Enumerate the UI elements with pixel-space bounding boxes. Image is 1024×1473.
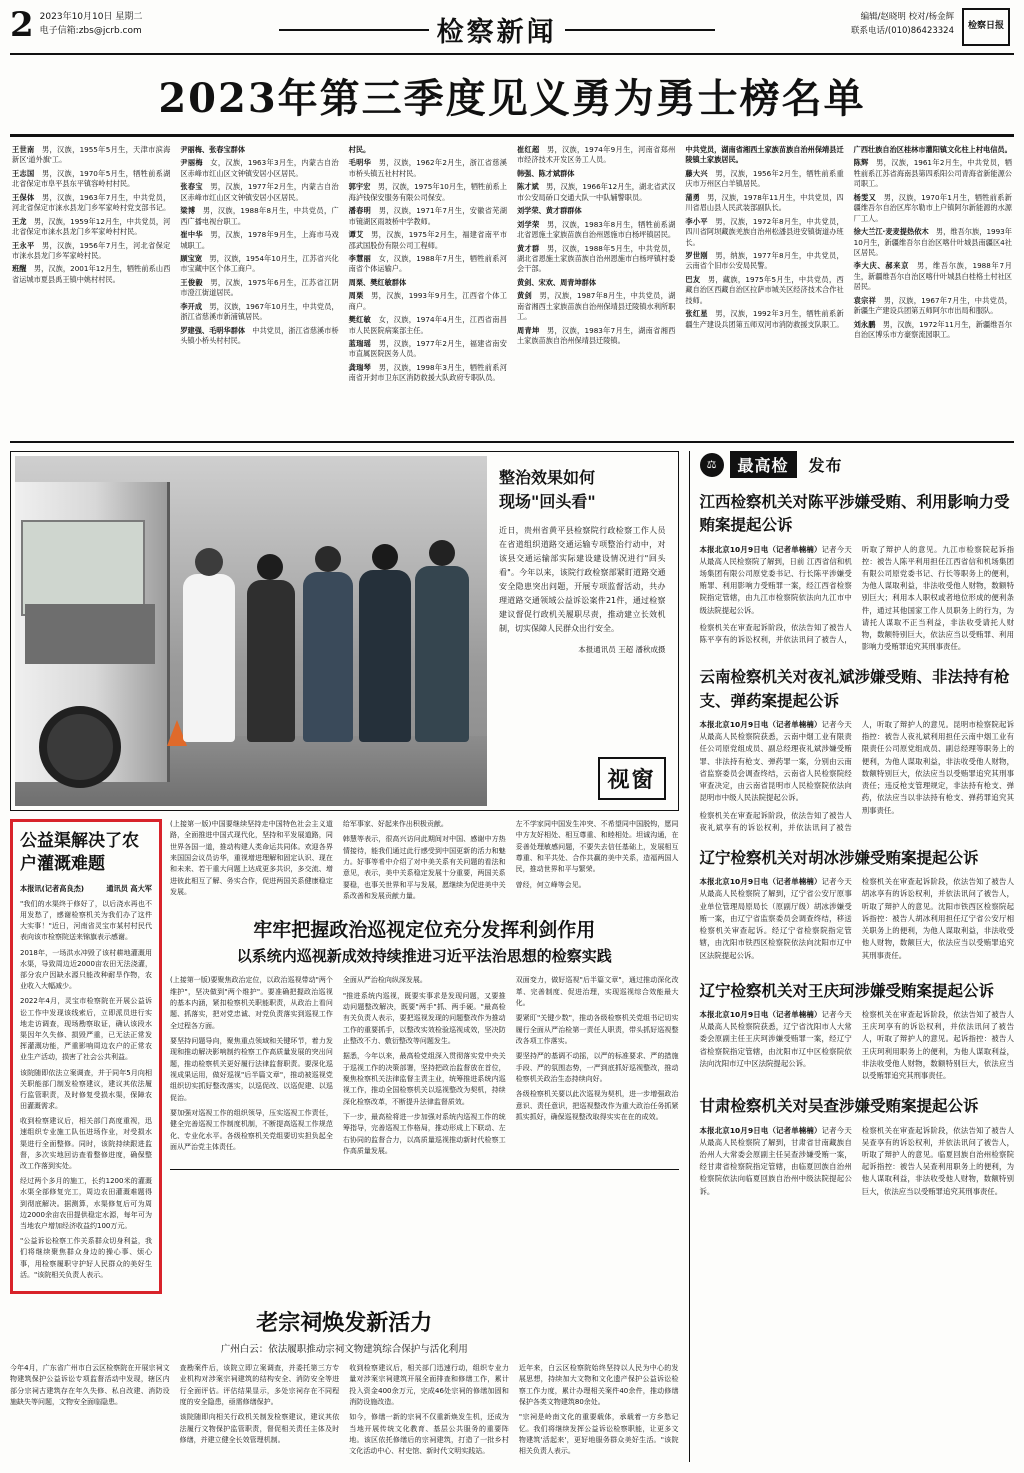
masthead bbox=[0, 0, 1024, 49]
namelist-entry bbox=[517, 278, 675, 288]
namelist-column bbox=[12, 145, 170, 435]
namelist-entry-name: 班醒 bbox=[12, 264, 27, 274]
namelist-entry-name: 韩强、陈才斌群体 bbox=[516, 168, 575, 178]
left-zone bbox=[10, 451, 679, 1462]
namelist-entry-text: 男，汉族，1966年12月生，湖北省武汉市公安局硚口交通大队一中队辅警职员。 bbox=[516, 182, 676, 202]
namelist-entry bbox=[180, 230, 338, 251]
namelist-entry-name: 毛明华 bbox=[348, 158, 372, 168]
article-column bbox=[516, 819, 679, 906]
right-article-body bbox=[700, 1125, 1014, 1203]
photo-caption-text: 近日，贵州省黄平县检察院行政检察工作人员在省道组织道路交通运输专项整治行动中，对该县交通运输部实际建设建设情况进行"回头看"。今年以来，该院行政检察部紧盯道路交通安全隐患突出问题，开展专项监督活动，共办理道路交通领域公益诉讼案件21件，通过检察建议督促行政机关履职尽责，推动建立长效机制，切实保障人民群众出行安全。 bbox=[499, 526, 666, 633]
right-articles bbox=[700, 490, 1014, 1203]
right-article-title: 云南检察机关对夜礼斌涉嫌受贿、非法持有枪支、弹药案提起公诉 bbox=[699, 667, 1010, 710]
namelist-entry-text bbox=[406, 278, 413, 287]
center-article-title-line2: 以系统内巡视新成效持续推进习近平法治思想的检察实践 bbox=[236, 946, 612, 965]
newspaper-logo: 检察日报 bbox=[962, 8, 1010, 46]
namelist-entry bbox=[349, 339, 507, 360]
namelist-entry bbox=[517, 182, 675, 203]
namelist-entry-name: 李小平 bbox=[685, 216, 708, 226]
photo-feature bbox=[10, 451, 679, 811]
namelist-entry bbox=[349, 145, 507, 155]
namelist-entry bbox=[517, 220, 675, 241]
article-paragraph: 近年来，白云区检察院始终坚持以人民为中心的发展思想，持续加大文物和文化遗产保护公益诉讼检察工作力度，累计办理相关案件40余件，推动修缮保护各类文物建筑80余处。 bbox=[518, 1363, 679, 1406]
namelist-entry-name: 龚瑞琴 bbox=[348, 362, 372, 372]
namelist-entry-text: 男，纳族，1977年8月生，中共党员，云南省个旧市公安局民警。 bbox=[685, 250, 844, 271]
namelist-entry-name: 徐大兰江·麦麦提热依木 bbox=[853, 227, 929, 237]
namelist-entry bbox=[349, 363, 507, 384]
right-article-dateline: 本报北京10月9日电（记者单楠楠） bbox=[699, 877, 822, 887]
namelist-entry bbox=[517, 169, 675, 179]
highlight-article bbox=[10, 819, 162, 1294]
badge-right-label: 发布 bbox=[808, 456, 843, 475]
namelist-entry bbox=[685, 169, 843, 190]
article-paragraph: 曾经，何立峰等会见。 bbox=[515, 880, 586, 889]
right-article-dateline: 本报北京10月9日电（记者单楠楠） bbox=[699, 1009, 822, 1019]
namelist-entry bbox=[349, 315, 507, 336]
right-article-paragraph: 检察机关在审查起诉阶段，依法告知了被告人王庆珂享有的诉讼权利，并依法讯问了被告人，听取了辩护人的意见。起诉指控：被告人王庆珂利用职务上的便利，为他人谋取利益，非法收受他人财物，数额特别巨大，依法应当以受贿罪追究其刑事责任。 bbox=[861, 1009, 1014, 1081]
page-number: 2 bbox=[10, 5, 34, 45]
namelist-entry bbox=[854, 296, 1012, 317]
namelist-entry bbox=[12, 217, 170, 238]
photo-truck-shadow bbox=[25, 604, 155, 664]
right-article-paragraph: 检察机关在审查起诉阶段，依法告知了被告人吴查享有的诉讼权利，并依法讯问了被告人，听取了辩护人的意见。临夏回族自治州检察院起诉指控：被告人吴查利用职务上的便利，为他人谋取利益，非法收受他人财物，数额特别巨大，依法应当以受贿罪追究其刑事责任。 bbox=[861, 1125, 1014, 1196]
namelist-entry-text bbox=[596, 278, 603, 287]
namelist-entry-text bbox=[739, 155, 746, 164]
namelist-entry-text: 男，汉族，1963年7月生，中共党员，河北省保定市涞水县龙门乡军家岭村党支部书记。 bbox=[12, 192, 171, 213]
right-article-body bbox=[700, 544, 1014, 654]
center-article-title-line1: 牢牢把握政治巡视定位充分发挥利剑作用 bbox=[253, 919, 596, 942]
namelist-entry bbox=[180, 158, 338, 179]
photo-title bbox=[499, 466, 666, 514]
highlight-article-byline bbox=[20, 884, 152, 894]
article-paragraph: 今年4月，广东省广州市白云区检察院在开展宗祠文物建筑保护公益诉讼专项监督活动中发现，辖区内部分宗祠古建筑存在年久失修、私自改建、消防设施缺失等问题，文物安全面临隐患。 bbox=[10, 1363, 170, 1406]
namelist-entry-text: 女，汉族，1974年4月生，江西省南昌市人民医院病案部主任。 bbox=[348, 315, 507, 335]
section-title: 检察新闻 bbox=[436, 17, 557, 48]
namelist-entry bbox=[180, 326, 338, 347]
namelist-entry bbox=[180, 278, 338, 299]
namelist-entry bbox=[12, 145, 170, 166]
photo-person-1 bbox=[183, 574, 235, 742]
article-paragraph: 韩慧等表示，很高兴访问此期间对中国、感谢中方热情接待，能我们通过此行感受到中国更新的活力和魅力。好事等希中介绍了对中美关系有关问题的看法和意见，表示，美中关系稳定发展十分重要，两国关系要稳，也事关世界和平与发展，愿继续为促进美中关系改善和发展贡献力量。 bbox=[342, 835, 506, 900]
photo-person-2 bbox=[247, 580, 295, 742]
namelist-entry bbox=[349, 254, 507, 275]
continued-article bbox=[170, 819, 679, 906]
photo-title-line2: 现场"回头看" bbox=[499, 492, 596, 511]
namelist-entry-text: 男，汉族，1954年10月生，江苏省兴化市宝藏中区个体工商户。 bbox=[180, 253, 339, 274]
news-photo bbox=[15, 456, 487, 806]
namelist-entry bbox=[517, 291, 675, 322]
namelist-entry bbox=[349, 182, 507, 203]
emblem-icon: ⚖ bbox=[700, 453, 724, 477]
namelist-entry-text: 男，汉族，2001年12月生，牺牲前系山西省运城市夏县禹王镇中姚村村民。 bbox=[12, 264, 171, 284]
highlight-paragraph: "我们的水渠终于修好了，以后浇水再也不用发愁了，感谢检察机关为我们办了这件大实事！"近日，河南省灵宝市某村村民代表向该市检察院送来锦旗表示感谢。 bbox=[20, 899, 152, 942]
namelist-entry bbox=[12, 193, 170, 214]
namelist-entry-name: 巴友 bbox=[685, 274, 701, 284]
article-paragraph: 查勘案件后，该院立即立案调查，并委托第三方专业机构对涉案宗祠建筑的结构安全、消防安全等进行全面评估。评估结果显示，多处宗祠存在不同程度的安全隐患，亟需修缮保护。 bbox=[179, 1363, 340, 1406]
namelist-entry-text: 男，汉族，1987年8月生，中共党员，湖南省湘西土家族苗族自治州保靖县迁陵镇水利所职工。 bbox=[516, 291, 676, 322]
masthead-center bbox=[142, 8, 851, 49]
right-article-title: 辽宁检察机关对王庆珂涉嫌受贿案提起公诉 bbox=[699, 980, 995, 1000]
namelist-entry-name: 王世南 bbox=[12, 145, 35, 154]
namelist-column bbox=[180, 145, 338, 435]
namelist-entry-text: 男，汉族，1970年1月生，牺牲前系新疆维吾尔自治区库尔勒市上户镇阿尔新能源的水源厂工人。 bbox=[853, 192, 1012, 223]
bottom-article-subtitle: 广州白云：依法履职推动宗祠文物建筑综合保护与活化利用 bbox=[220, 1343, 468, 1355]
right-article-lead bbox=[700, 1009, 852, 1070]
namelist-entry-name: 李开成 bbox=[180, 301, 203, 311]
namelist-entry-text: 男，汉族，1992年3月生，牺牲前系新疆生产建设兵团第五师双河市消防救援支队职工。 bbox=[685, 309, 844, 329]
namelist-entry bbox=[517, 326, 675, 347]
namelist-entry bbox=[685, 275, 843, 306]
article-column bbox=[170, 975, 333, 1161]
right-article-dateline: 本报北京10月9日电（记者单楠楠） bbox=[699, 544, 822, 554]
date-line: 2023年10月10日 星期二 bbox=[39, 12, 143, 22]
namelist-entry-text: 男，汉族，1988年5月生，中共党员，湖北省恩施土家族苗族自治州恩施市白杨坪镇村委会干部。 bbox=[516, 243, 676, 274]
highlight-paragraph: 2018年，一场洪水冲毁了该村耕地灌溉用水渠，导致周边近2000亩农田无法浇灌，部分农户因缺水源只能改种耐旱作物，农业收入大幅减少。 bbox=[20, 948, 152, 991]
article-column bbox=[519, 1363, 679, 1462]
photo-credit: 本报通讯员 王超 潘秋成摄 bbox=[578, 645, 666, 654]
namelist-entry-text: 男，藏族，1975年5月生，中共党员，西藏自治区西藏自治区拉萨市城关区经济技术合作社技师。 bbox=[685, 274, 844, 305]
namelist-entry-name: 刘学荣 bbox=[516, 219, 540, 229]
namelist-entry-name: 黄剑 bbox=[516, 291, 532, 301]
namelist-entry-text: 中共党员，浙江省慈溪市桥头镇小桥头村村民。 bbox=[180, 325, 339, 345]
right-article-lead bbox=[700, 1125, 852, 1198]
right-article-title: 辽宁检察机关对胡冰涉嫌受贿案提起公诉 bbox=[699, 847, 979, 867]
namelist-entry-name: 藤大兴 bbox=[685, 168, 708, 178]
right-article-lead bbox=[700, 544, 852, 617]
article-paragraph: 下一步，最高检将进一步加强对系统内巡视工作的统筹指导，完善巡视工作格局，推动形成上下联动、左右协同的监督合力，以高质量巡视推动新时代检察工作高质量发展。 bbox=[342, 1112, 506, 1155]
highlight-article-title: 公益渠解决了农户灌溉难题 bbox=[20, 831, 139, 874]
email-line: 电子信箱:zbs@jcrb.com bbox=[39, 25, 142, 36]
right-article-title: 甘肃检察机关对吴查涉嫌受贿案提起公诉 bbox=[699, 1096, 979, 1116]
namelist-entry bbox=[349, 158, 507, 179]
namelist-entry-text: 男，汉族，1975年6月生，江苏省江阴市澄江街道居民。 bbox=[180, 277, 339, 298]
namelist-entry bbox=[854, 320, 1012, 341]
namelist-entry-name: 刘永鹏 bbox=[853, 319, 876, 329]
namelist-entry bbox=[685, 193, 843, 214]
article-paragraph: 收到检察建议后，相关部门迅速行动，组织专业力量对涉案宗祠建筑开展全面排查和修缮工作，累计投入资金400余万元，完成46处宗祠的修缮加固和消防设施改造。 bbox=[349, 1363, 509, 1406]
highlight-paragraph: 经过两个多月的施工，长约1200米的灌溉水渠全部修复完工，周边农田灌溉难题得到彻底解决。据测算，水渠修复后可为周边2000余亩农田提供稳定水源，每年可为当地农户增加经济收益约100万元。 bbox=[20, 1177, 152, 1230]
namelist-entry-name: 樊红敏 bbox=[348, 315, 372, 325]
right-article-first-paragraph: 记者今天从最高人民检察院了解到，甘肃省甘南藏族自治州人大常委会原副主任吴查涉嫌受贿一案，经甘肃省检察院指定管辖，由临夏回族自治州检察院依法向临夏回族自治州中级法院提起公诉。 bbox=[699, 1125, 852, 1196]
namelist-entry bbox=[180, 302, 338, 323]
namelist-entry-text: 男，汉族，1977年2月生，福建省南安市直属医院医务人员。 bbox=[348, 339, 507, 359]
namelist-entry-text: 女，汉族，1988年7月生，牺牲前系河南省个体运输户。 bbox=[348, 253, 507, 274]
article-divider bbox=[170, 1169, 679, 1170]
article-paragraph: "推进系统内巡视，既要实事求是发现问题，又要推动问题整改解决，既要"两手"抓、两手硬。"最高检有关负责人表示，要把巡视发现的问题整改作为推动工作的重要抓手，以整改实效检验巡视成效，坚决防止整改不力、敷衍整改等问题发生。 bbox=[342, 991, 506, 1045]
center-article-body bbox=[170, 975, 679, 1161]
namelist-entry bbox=[349, 291, 507, 312]
article-paragraph: 各级检察机关要以此次巡视为契机，进一步增强政治意识、责任意识，把巡视整改作为重大政治任务抓紧抓实抓好，确保巡视整改取得实实在在的成效。 bbox=[515, 1090, 679, 1121]
namelist-entry-name: 蓝瑞瑶 bbox=[348, 339, 372, 348]
namelist-entry-text: 男，汉族，1955年5月生，天津市滨海新区'道外旗'工。 bbox=[12, 145, 171, 165]
namelist-entry-name: 崔红超 bbox=[516, 145, 540, 154]
namelist-entry-name: 罗建强、毛明华群体 bbox=[180, 325, 246, 335]
namelist-column bbox=[854, 145, 1012, 435]
right-article-title: 江西检察机关对陈平涉嫌受贿、利用影响力受贿案提起公诉 bbox=[699, 492, 1010, 535]
masthead-right bbox=[851, 8, 954, 38]
namelist-entry bbox=[854, 227, 1012, 258]
right-article-dateline: 本报北京10月9日电（记者单楠楠） bbox=[699, 1125, 822, 1135]
namelist-entry-name: 潘春明 bbox=[348, 206, 372, 216]
right-zone bbox=[689, 451, 1014, 1462]
namelist-entry-text: 男，汉族，1983年7月生，湖南省湘西土家族苗族自治州保靖县迁陵镇。 bbox=[516, 325, 676, 345]
namelist-entry-text: 男，汉族，1983年8月生，牺牲前系湖北省恩施土家族苗族自治州恩施市白杨坪镇居民。 bbox=[516, 219, 676, 240]
namelist-entry-name: 广西壮族自治区桂林市灌阳镇文化柱上村电信员。 bbox=[853, 145, 1009, 154]
right-article-first-paragraph: 记者今天从最高人民检察院了解到，辽宁省公安厅原事业单位管理局原局长（原副厅级）胡冰涉嫌受贿一案，由辽宁省监察委员会调查终结，移送检察机关审查起诉。经辽宁省检察院指定管辖，由沈阳市铁西区检察院依法向沈阳市辽中区法院提起公诉。 bbox=[699, 877, 852, 960]
namelist-entry-name: 尹丽梅 bbox=[180, 158, 203, 168]
badge-left-label: 最高检 bbox=[730, 451, 797, 478]
namelist-entry bbox=[854, 145, 1012, 155]
right-article-paragraph: 检察机关在审查起诉阶段，依法告知了被告人胡冰享有的诉讼权利，并依法讯问了被告人，听取了辩护人的意见。沈阳市铁西区检察院起诉指控：被告人胡冰利用担任辽宁省公安厅相关职务上的便利，为他人谋取利益，非法收受他人财物，数额巨大，依法应当以受贿罪追究其刑事责任。 bbox=[861, 877, 1014, 960]
article-paragraph: (上接第一版)中国要继续坚持走中国特色社会主义道路，全面推进中国式现代化，坚持和平发展道路，同世界各国一道，推动构建人类命运共同体。欢迎各界来国国会议员访华，重视增进理解和固定认识、现在和未来、若干重大问题上达成更多共识，多交流、增进彼此相互了解、务实合作，促进两国关系健康稳定发展。 bbox=[170, 820, 333, 896]
namelist-entry bbox=[349, 278, 507, 288]
article-paragraph: (上接第一版)要聚焦政治定位，以政治巡视带动"两个维护"，坚决做到"两个维护"。要准确把握政治巡视的基本内涵，紧扣检察机关职能职责，从政治上看问题、抓落实，把对党忠诚、对党负责落实到巡视工作全过程各方面。 bbox=[170, 976, 333, 1030]
right-article-body bbox=[700, 876, 1014, 967]
highlight-paragraph: 该院随即依法立案调查，并于同年5月向相关职能部门制发检察建议，建议其依法履行监管职责，及时修复受损水渠，保障农田灌溉需求。 bbox=[20, 1068, 152, 1111]
namelist-entry-text: 男，汉族，1967年7月生，中共党员，新疆生产建设兵团第五师阿尔市出局和服队。 bbox=[853, 295, 1012, 316]
namelist-entry-text: 男，汉族，1975年2月生，福建省南平市邵武国股份有限公司工程师。 bbox=[348, 230, 507, 250]
namelist-entry-name: 张春宝 bbox=[180, 182, 203, 192]
namelist-entry-text: 男，汉族，1967年10月生，中共党员，浙江省慈溪市新浦镇居民。 bbox=[180, 301, 339, 322]
namelist-column bbox=[685, 145, 843, 435]
headline-divider bbox=[10, 134, 1014, 137]
namelist-entry-name: 梁博 bbox=[180, 206, 196, 216]
namelist-entry-text bbox=[582, 206, 589, 215]
namelist-entry-text: 男，汉族，1974年9月生，河南省郑州市经济技术开发区务工人员。 bbox=[516, 145, 676, 165]
namelist-entry-text bbox=[1008, 145, 1015, 154]
namelist-divider bbox=[10, 441, 1014, 443]
photo-person-5 bbox=[415, 566, 469, 742]
article-paragraph: 该院随即向相关行政机关制发检察建议，建议其依法履行文物保护监管职责，督促相关责任主体及时修缮，并建立健全长效管理机制。 bbox=[179, 1413, 340, 1444]
photo-title-line1: 整治效果如何 bbox=[499, 468, 596, 487]
namelist-entry-text: 男，汉族，1977年2月生，内蒙古自治区赤峰市红山区文钟镇安居小区居民。 bbox=[180, 182, 339, 202]
namelist-entry bbox=[854, 261, 1012, 292]
article-paragraph: 要紧盯"关键少数"，推动各级检察机关党组书记切实履行全面从严治检第一责任人职责，带头抓好巡视整改各项工作落实。 bbox=[515, 1014, 679, 1045]
article-column bbox=[516, 975, 679, 1161]
namelist-entry-name: 王永平 bbox=[12, 240, 35, 250]
article-paragraph: 全面从严治检向纵深发展。 bbox=[342, 976, 427, 985]
namelist-entry-name: 黄剑、宋欢、周青坤群体 bbox=[516, 277, 597, 287]
right-article-body bbox=[700, 719, 1014, 834]
namelist-entry-name: 郭宇宏 bbox=[348, 182, 371, 192]
right-article-lead bbox=[700, 719, 852, 805]
article-paragraph: "宗祠是岭南文化的重要载体，承载着一方乡愁记忆。我们将继续发挥公益诉讼检察职能，让更多文物建筑'活起来'，更好地服务群众美好生活。"该院相关负责人表示。 bbox=[518, 1413, 679, 1456]
namelist-entry bbox=[349, 230, 507, 251]
byline-left: 本报讯(记者高良杰) bbox=[20, 883, 85, 893]
right-article-first-paragraph: 记者今天从最高人民检察院获悉，辽宁省沈阳市人大常委会原副主任王庆珂涉嫌受贿罪一案，经辽宁省检察院指定管辖，由沈阳市辽中区检察院依法向沈阳市辽中区法院提起公诉。 bbox=[699, 1009, 852, 1068]
right-article-paragraph: 检察机关在审查起诉阶段，依法告知了被告人夜礼斌享有的诉讼权利，并依法讯问了被告人，听取了辩护人的意见。昆明市检察院起诉指控：被告人夜礼斌利用担任云南中烟工业有限责任公司原党组成员、副总经理等职务上的便利，为他人谋取利益，非法收受他人财物，数额特别巨大，依法应当以受贿罪追究其刑事责任；违反枪支管理规定，非法持有枪支、弹药，依法应当以非法持有枪支、弹药罪追究其刑事责任。 bbox=[699, 719, 1014, 832]
namelist-entry-text: 男，汉族，1956年2月生，牺牲前系重庆市万州区白羊镇居民。 bbox=[685, 168, 844, 189]
namelist-entry-name: 顾宝宽 bbox=[180, 253, 203, 263]
namelist-entry-name: 黄才群 bbox=[516, 243, 540, 253]
namelist-entry-text: 男，汉族，1962年2月生，浙江省慈溪市桥头镇五社村村民。 bbox=[348, 158, 507, 178]
bottom-article-body bbox=[10, 1363, 679, 1462]
article-paragraph: 据悉，今年以来，最高检党组深入贯彻落实党中央关于巡视工作的决策部署，坚持把政治监督放在首位，聚焦检察机关法律监督主责主业，统筹推进系统内巡视工作，推动全国检察机关以巡视整改为契机，持续深化检察改革，不断提升法律监督质效。 bbox=[342, 1052, 506, 1106]
namelist-entry-text: 女，汉族，1963年3月生，内蒙古自治区赤峰市红山区文钟镇安居小区居民。 bbox=[180, 158, 339, 178]
article-paragraph: 要坚持问题导向，聚焦重点领域和关键环节，着力发现和推动解决影响制约检察工作高质量发展的突出问题，推动检察机关更好履行法律监督职责。要深化巡视成果运用，做好巡视"后半篇文章"，推动被巡视党组织切实抓好整改落实，以巡促改、以巡促建、以巡促治。 bbox=[170, 1036, 333, 1102]
namelist-entry-name: 罗世刚 bbox=[685, 250, 708, 260]
namelist-entry bbox=[517, 244, 675, 275]
right-article-lead bbox=[700, 876, 852, 962]
phone-line: 联系电话/(010)86423324 bbox=[851, 25, 954, 36]
page-title: 2023年第三季度见义勇为勇士榜名单 bbox=[158, 75, 866, 122]
article-paragraph: 要加强对巡视工作的组织领导，压实巡视工作责任，健全完善巡视工作制度机制，不断提高巡视工作规范化、专业化水平。各级检察机关党组要切实担负起全面从严治党主体责任。 bbox=[170, 1108, 333, 1151]
namelist-entry bbox=[12, 169, 170, 190]
namelist-entry-text: 男，汉族，1975年10月生，牺牲前系上海泸钱保安服务有限公司保安。 bbox=[348, 182, 507, 202]
article-paragraph: 要坚持严的基调不动摇，以严的标准要求、严的措施手段、严的氛围态势，一严到底抓好巡视整改，推动检察机关政治生态持续向好。 bbox=[515, 1052, 679, 1083]
namelist-entry-text: 男，汉族，1998年3月生，牺牲前系河南省开封市卫东区消防救援大队政府专职队员。 bbox=[348, 362, 507, 383]
namelist-entry-name: 崔中华 bbox=[180, 230, 203, 240]
namelist-entry-text: 男，维吾尔族，1993年10月生，新疆维吾尔自治区喀什叶城县南疆区4社区居民。 bbox=[853, 227, 1012, 257]
namelist-entry-text bbox=[367, 145, 374, 154]
namelist-entry-text: 男，汉族，1978年11月生，中共党员，四川省眉山县人民武装部副队长。 bbox=[685, 192, 844, 213]
namelist-entry-name: 中共党员，湖南省湘西土家族苗族自治州保靖县迁陵镇土家族居民。 bbox=[685, 145, 844, 165]
namelist-entry-name: 王俊毅 bbox=[180, 277, 203, 287]
namelist-entry-name: 杨雯又 bbox=[853, 192, 877, 202]
highlight-paragraph: 2022年4月，灵宝市检察院在开展公益诉讼工作中发现该线索后，立即派员进行实地走访调查，现场勘察取证，确认该段水渠因年久失修、损毁严重，已无法正常发挥灌溉功能，严重影响周边农户的正常农业生产活动，损害了社会公共利益。 bbox=[20, 997, 152, 1062]
namelist-entry-name: 谭艾 bbox=[348, 230, 364, 240]
namelist-entry bbox=[12, 264, 170, 285]
article-column bbox=[180, 1363, 340, 1462]
namelist-entry bbox=[685, 145, 843, 166]
masthead-divider bbox=[10, 53, 1014, 55]
right-article-paragraph: 检察机关在审查起诉阶段，依法告知了被告人陈平享有的诉讼权利，并依法讯问了被告人，听取了辩护人的意见。九江市检察院起诉指控：被告人陈平利用担任江西省信和机场集团有限公司原党委书记、行长等职务上的便利，为他人谋取利益，非法收受他人财物，数额特别巨大；利用本人职权或者地位形成的便利条件，通过其他国家工作人员职务上的行为，为请托人谋取不正当利益，非法收受请托人财物，数额特别巨大，依法应当以受贿罪、利用影响力受贿罪追究其刑事责任。 bbox=[699, 544, 1014, 652]
namelist-entry-text: 男，汉族，1988年8月生，中共党员，广西广播电视台职工。 bbox=[180, 206, 339, 226]
namelist-entry-name: 王保体 bbox=[12, 192, 35, 202]
masthead-left bbox=[40, 8, 143, 38]
article-column bbox=[343, 975, 506, 1161]
article-column bbox=[349, 1363, 509, 1462]
namelist-entry bbox=[180, 206, 338, 227]
editor-line: 编辑/赵晓明 校对/杨金辉 bbox=[860, 12, 954, 22]
namelist-entry-text: 男，维吾尔族，1988年7月生，新疆维吾尔自治区喀什叶城县白桂格土村社区居民。 bbox=[853, 261, 1012, 292]
namelist-entry bbox=[349, 206, 507, 227]
namelist-entry-text: 男，汉族，1956年7月生，河北省保定市涞水县龙门乡军家岭村民。 bbox=[12, 240, 171, 260]
namelist-entry bbox=[685, 217, 843, 248]
photo-stamp bbox=[499, 757, 666, 800]
highlight-paragraph: "公益诉讼检察工作关系群众切身利益，我们将继续聚焦群众身边的操心事、烦心事，用检察履职守护好人民群众的美好生活。"该院相关负责人表示。 bbox=[20, 1237, 152, 1279]
namelist-entry-name: 王志国 bbox=[12, 168, 35, 178]
namelist-entry-name: 陈才斌 bbox=[516, 182, 539, 192]
article-paragraph: 给军事家、好起来作出积极贡献。 bbox=[342, 820, 448, 828]
namelist-entry bbox=[854, 193, 1012, 224]
namelist-entry bbox=[180, 254, 338, 275]
namelist-entry-name: 蒲勇 bbox=[685, 192, 700, 202]
right-article-first-paragraph: 记者今天从最高人民检察院获悉，云南中烟工业有限责任公司原党组成员、副总经理夜礼斌涉嫌受贿罪、非法持有枪支、弹药罪一案，分别由云南省监察委员会调查终结，云南省人民检察院经审查决定，由云南省昆明市人民检察院依法向昆明市中级人民法院提起公诉。 bbox=[699, 719, 852, 803]
namelist-entry-name: 周栗、樊红敏群体 bbox=[348, 277, 407, 287]
mid-articles bbox=[170, 819, 679, 1294]
photo-truck-wheel bbox=[39, 706, 121, 788]
namelist-entry bbox=[685, 251, 843, 272]
namelist-entry-text: 男，汉族，1978年9月生，上海市马戏城职工。 bbox=[180, 230, 339, 250]
namelist-entry bbox=[854, 158, 1012, 189]
namelist-entry bbox=[685, 309, 843, 330]
article-paragraph: 左不学家同中国发生冲突、不希望同中国脱钩，愿同中方友好相处、相互尊重、和睦相处。坦诚沟通，在妥善处理敏感问题，不要失去信任基础上，发展相互尊重、和平共处、合作共赢的美中关系，造福两国人民，推动世界和平与繁荣。 bbox=[515, 820, 679, 874]
namelist-entry bbox=[180, 145, 338, 155]
byline-right: 通讯员 高大军 bbox=[106, 883, 152, 893]
namelist-entry-name: 刘学荣、黄才群群体 bbox=[516, 206, 582, 216]
highlight-paragraph: 收到检察建议后，相关部门高度重视，迅速组织专业施工队伍进场作业，对受损水渠进行全面整修。同时，该院持续跟进监督，多次实地回访查看整修进度，确保整改工作落到实处。 bbox=[20, 1117, 152, 1170]
namelist-entry-name: 李慧丽 bbox=[348, 253, 372, 263]
namelist-entry-name: 周青坤 bbox=[516, 325, 540, 335]
namelist-entry-name: 李大庆、郝来京 bbox=[853, 261, 910, 271]
highlight-article-body bbox=[20, 899, 152, 1281]
namelist-entry-text bbox=[575, 169, 582, 178]
namelist-entry-name: 张红星 bbox=[685, 309, 708, 319]
namelist-column bbox=[517, 145, 675, 435]
article-column bbox=[343, 819, 506, 906]
article-column bbox=[170, 819, 333, 906]
right-article-body bbox=[700, 1009, 1014, 1082]
namelist-entry-name: 周栗 bbox=[348, 291, 364, 301]
namelist-entry bbox=[517, 206, 675, 216]
namelist-entry-text: 男，汉族，1972年11月生，新疆维吾尔自治区博乐市方豪察流园职工。 bbox=[853, 319, 1012, 339]
namelist-entry-text: 男，汉族，1972年8月生，中共党员，四川省阿坝藏族羌族自治州松潘县进安镇街道办班长。 bbox=[685, 216, 844, 247]
photo-person-3 bbox=[303, 572, 353, 742]
body-grid bbox=[0, 451, 1024, 1462]
namelist-entry bbox=[180, 182, 338, 203]
photo-person-4 bbox=[359, 570, 411, 742]
namelist-entry-name: 袁宗祥 bbox=[853, 295, 877, 305]
article-paragraph: 如今，修缮一新的宗祠不仅重新焕发生机，还成为当地开展传统文化教育、基层公共服务的重要阵地。该区依托修缮后的宗祠建筑，打造了一批乡村文化活动中心、村史馆、新时代文明实践站。 bbox=[349, 1413, 509, 1456]
bottom-article bbox=[10, 1306, 679, 1462]
photo-stamp-label: 视窗 bbox=[598, 757, 666, 800]
article-column bbox=[10, 1363, 170, 1462]
namelist-entry-text: 男，汉族，1993年9月生，江西省个体工商户。 bbox=[348, 291, 507, 311]
namelist-entry-text: 男，汉族，1970年5月生，牺牲前系湖北省保定市阜平县东平镇容岭村村民。 bbox=[12, 168, 171, 189]
rule-right bbox=[565, 29, 715, 31]
center-article-title bbox=[170, 916, 679, 967]
namelist-entry-name: 王龙 bbox=[12, 216, 27, 226]
bottom-article-title: 老宗祠焕发新活力 bbox=[256, 1309, 433, 1336]
namelist-entry-text bbox=[245, 145, 252, 154]
namelist-column bbox=[349, 145, 507, 435]
namelist-entry-text: 男，汉族，1971年7月生，安徽省芜湖市镜湖区雨坡桥中学教师。 bbox=[348, 206, 507, 226]
namelist-entry bbox=[12, 241, 170, 262]
namelist-entry-name: 陈辉 bbox=[853, 158, 869, 168]
award-name-list bbox=[0, 145, 1024, 435]
lower-section bbox=[10, 819, 679, 1294]
namelist-entry-name: 村民。 bbox=[348, 145, 367, 154]
namelist-entry-text: 男，汉族，1961年2月生，中共党员，牺牲前系江苏省海南县第四系阳公司青海省新能源公司职工。 bbox=[853, 158, 1012, 189]
photo-caption-block bbox=[487, 456, 674, 806]
rule-left bbox=[279, 29, 429, 31]
namelist-entry-name: 尹丽梅、张春宝群体 bbox=[180, 145, 246, 154]
supreme-procuratorate-badge bbox=[700, 451, 1014, 478]
article-paragraph: 双面变力，做好巡视"后半篇文章"，通过推动深化改革、完善制度、促进治理，实现巡视综合效能最大化。 bbox=[515, 976, 679, 1007]
right-article-dateline: 本报北京10月9日电（记者单楠楠） bbox=[699, 719, 822, 729]
namelist-entry-text: 男，汉族，1959年12月生，中共党员，河北省保定市涞水县龙门乡军家岭村村民。 bbox=[12, 216, 171, 237]
namelist-entry bbox=[517, 145, 675, 166]
right-article-first-paragraph: 记者今天从最高人民检察院了解到，日前 江西省信和机场集团有限公司原党委书记、行长陈平涉嫌受贿罪、利用影响力受贿罪一案，经江西省检察院指定管辖，由九江市检察院依法向九江市中级法院提起公诉。 bbox=[699, 544, 852, 615]
